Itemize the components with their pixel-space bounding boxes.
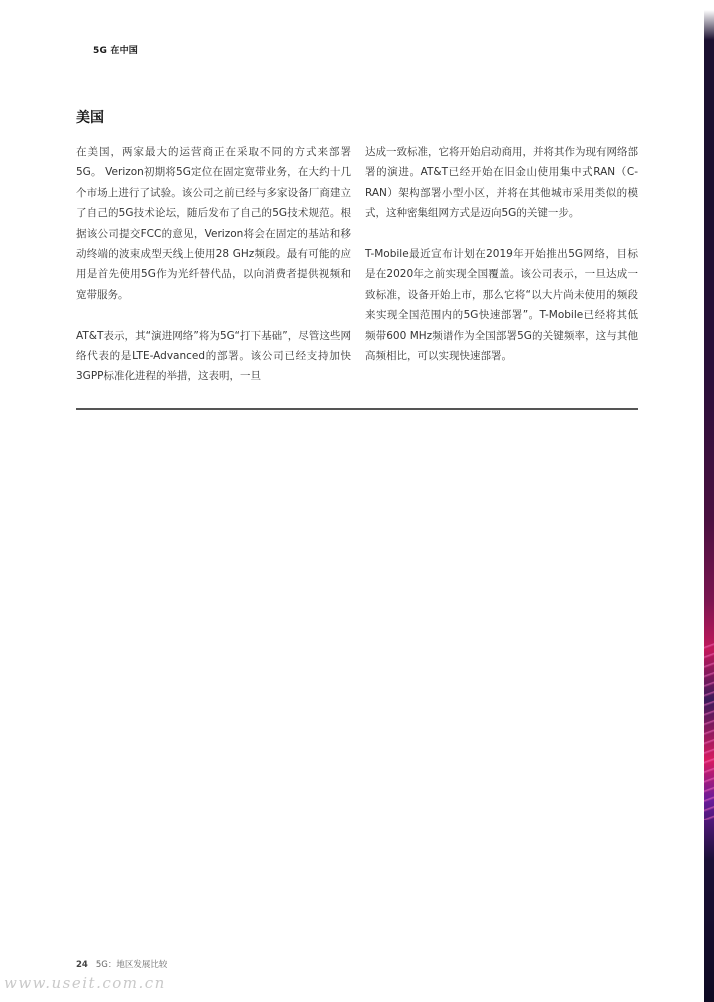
page-footer: [76, 958, 167, 970]
page-number: 24: [76, 960, 88, 970]
running-header: 5G 在中国: [93, 46, 138, 56]
section-divider: [76, 408, 638, 410]
decorative-light-streaks: [704, 640, 714, 820]
paragraph: 在美国，两家最大的运营商正在采取不同的方式来部署5G。 Verizon初期将5G定位在固定宽带业务，在大约十几个市场上进行了试验。该公司之前已经与多家设备厂商建立了自己的5G技术论坛，随后发布了自己的5G技术规范。根据该公司提交FCC的意见，Verizon将会在固定的基站和移动终端的波束成型天线上使用28 GHz频段。最有可能的应用是首先使用5G作为光纤替代品，以向消费者提供视频和宽带服务。: [76, 146, 351, 301]
paragraph: 达成一致标准，它将开始启动商用，并将其作为现有网络部署的演进。AT&T已经开始在旧金山使用集中式RAN（C-RAN）架构部署小型小区，并将在其他城市采用类似的模式，这种密集组网方式是迈向5G的关键一步。: [365, 146, 638, 220]
footer-title: 5G：地区发展比较: [95, 960, 168, 970]
left-text-column: [76, 142, 351, 407]
section-title: 美国: [76, 110, 104, 126]
right-text-column: [365, 142, 638, 387]
paragraph: T-Mobile最近宣布计划在2019年开始推出5G网络，目标是在2020年之前实现全国覆盖。该公司表示，一旦达成一致标准，设备开始上市，那么它将“以大片尚未使用的频段来实现全国范围内的5G快速部署”。T-Mobile已经将其低频带600 MHz频谱作为全国部署5G的关键频率，这与其他高频相比，可以实现快速部署。: [365, 248, 638, 363]
watermark: www.useit.com.cn: [4, 974, 166, 992]
decorative-image-strip: [704, 0, 714, 1002]
paragraph: AT&T表示，其“演进网络”将为5G“打下基础”，尽管这些网络代表的是LTE-Advanced的部署。该公司已经支持加快3GPP标准化进程的举措，这表明，一旦: [76, 329, 351, 383]
